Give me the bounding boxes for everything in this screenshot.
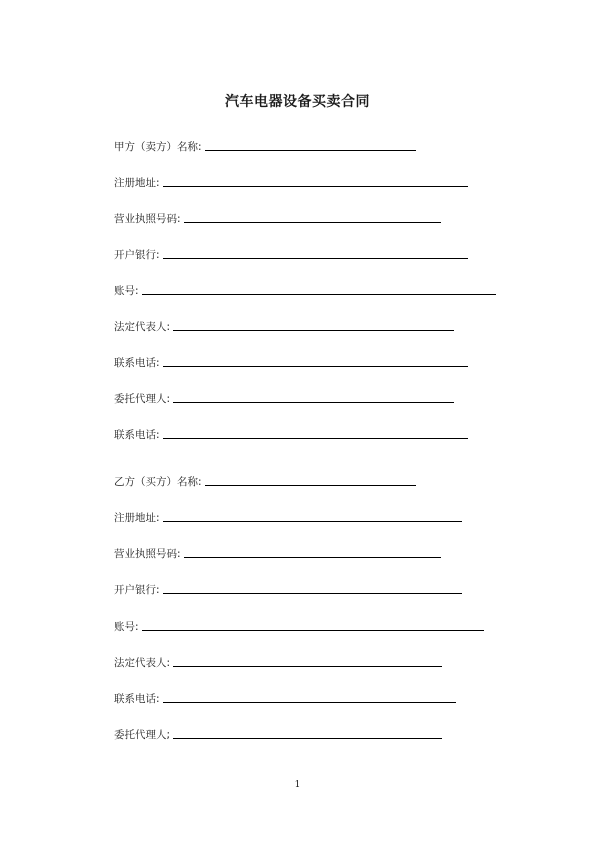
buyer-legal-rep-label: 法定代表人: — [114, 657, 171, 669]
seller-agent-label: 委托代理人: — [114, 393, 171, 405]
seller-address-label: 注册地址: — [114, 177, 160, 189]
buyer-phone-blank[interactable] — [163, 691, 456, 703]
buyer-phone-field — [114, 691, 456, 707]
seller-legal-rep-label: 法定代表人: — [114, 321, 171, 333]
seller-agent-phone-label: 联系电话: — [114, 429, 160, 441]
buyer-agent-field — [114, 727, 442, 743]
buyer-agent-blank[interactable] — [173, 727, 442, 739]
seller-bank-label: 开户银行: — [114, 249, 160, 261]
seller-phone-field — [114, 355, 468, 371]
seller-agent-phone-field — [114, 427, 468, 443]
seller-bank-blank[interactable] — [163, 247, 468, 259]
seller-legal-rep-field — [114, 319, 454, 335]
buyer-account-blank[interactable] — [142, 619, 484, 631]
seller-name-label: 甲方（卖方）名称: — [114, 141, 202, 153]
buyer-license-blank[interactable] — [184, 546, 441, 558]
seller-account-label: 账号: — [114, 285, 139, 297]
seller-license-label: 营业执照号码: — [114, 213, 181, 225]
buyer-bank-label: 开户银行: — [114, 584, 160, 596]
buyer-name-field — [114, 474, 416, 490]
seller-license-field — [114, 211, 441, 227]
buyer-legal-rep-field — [114, 655, 442, 671]
buyer-license-label: 营业执照号码: — [114, 548, 181, 560]
buyer-bank-blank[interactable] — [163, 582, 462, 594]
buyer-name-label: 乙方（买方）名称: — [114, 476, 202, 488]
buyer-agent-label: 委托代理人; — [114, 729, 171, 741]
seller-agent-phone-blank[interactable] — [163, 427, 468, 439]
seller-agent-blank[interactable] — [173, 391, 454, 403]
seller-phone-blank[interactable] — [163, 355, 468, 367]
buyer-legal-rep-blank[interactable] — [173, 655, 442, 667]
buyer-bank-field — [114, 582, 462, 598]
document-title: 汽车电器设备买卖合同 — [225, 94, 370, 110]
seller-name-blank[interactable] — [205, 139, 416, 151]
buyer-account-field — [114, 619, 484, 635]
buyer-address-field — [114, 510, 462, 526]
seller-address-field — [114, 175, 468, 191]
seller-phone-label: 联系电话: — [114, 357, 160, 369]
seller-license-blank[interactable] — [184, 211, 441, 223]
buyer-phone-label: 联系电话: — [114, 693, 160, 705]
seller-legal-rep-blank[interactable] — [173, 319, 454, 331]
buyer-address-label: 注册地址: — [114, 512, 160, 524]
seller-bank-field — [114, 247, 468, 263]
seller-name-field — [114, 139, 416, 155]
seller-account-blank[interactable] — [142, 283, 496, 295]
buyer-name-blank[interactable] — [205, 474, 416, 486]
buyer-license-field — [114, 546, 441, 562]
buyer-address-blank[interactable] — [163, 510, 462, 522]
buyer-account-label: 账号: — [114, 621, 139, 633]
seller-address-blank[interactable] — [163, 175, 468, 187]
seller-agent-field — [114, 391, 454, 407]
page-number: 1 — [294, 780, 301, 790]
seller-account-field — [114, 283, 496, 299]
